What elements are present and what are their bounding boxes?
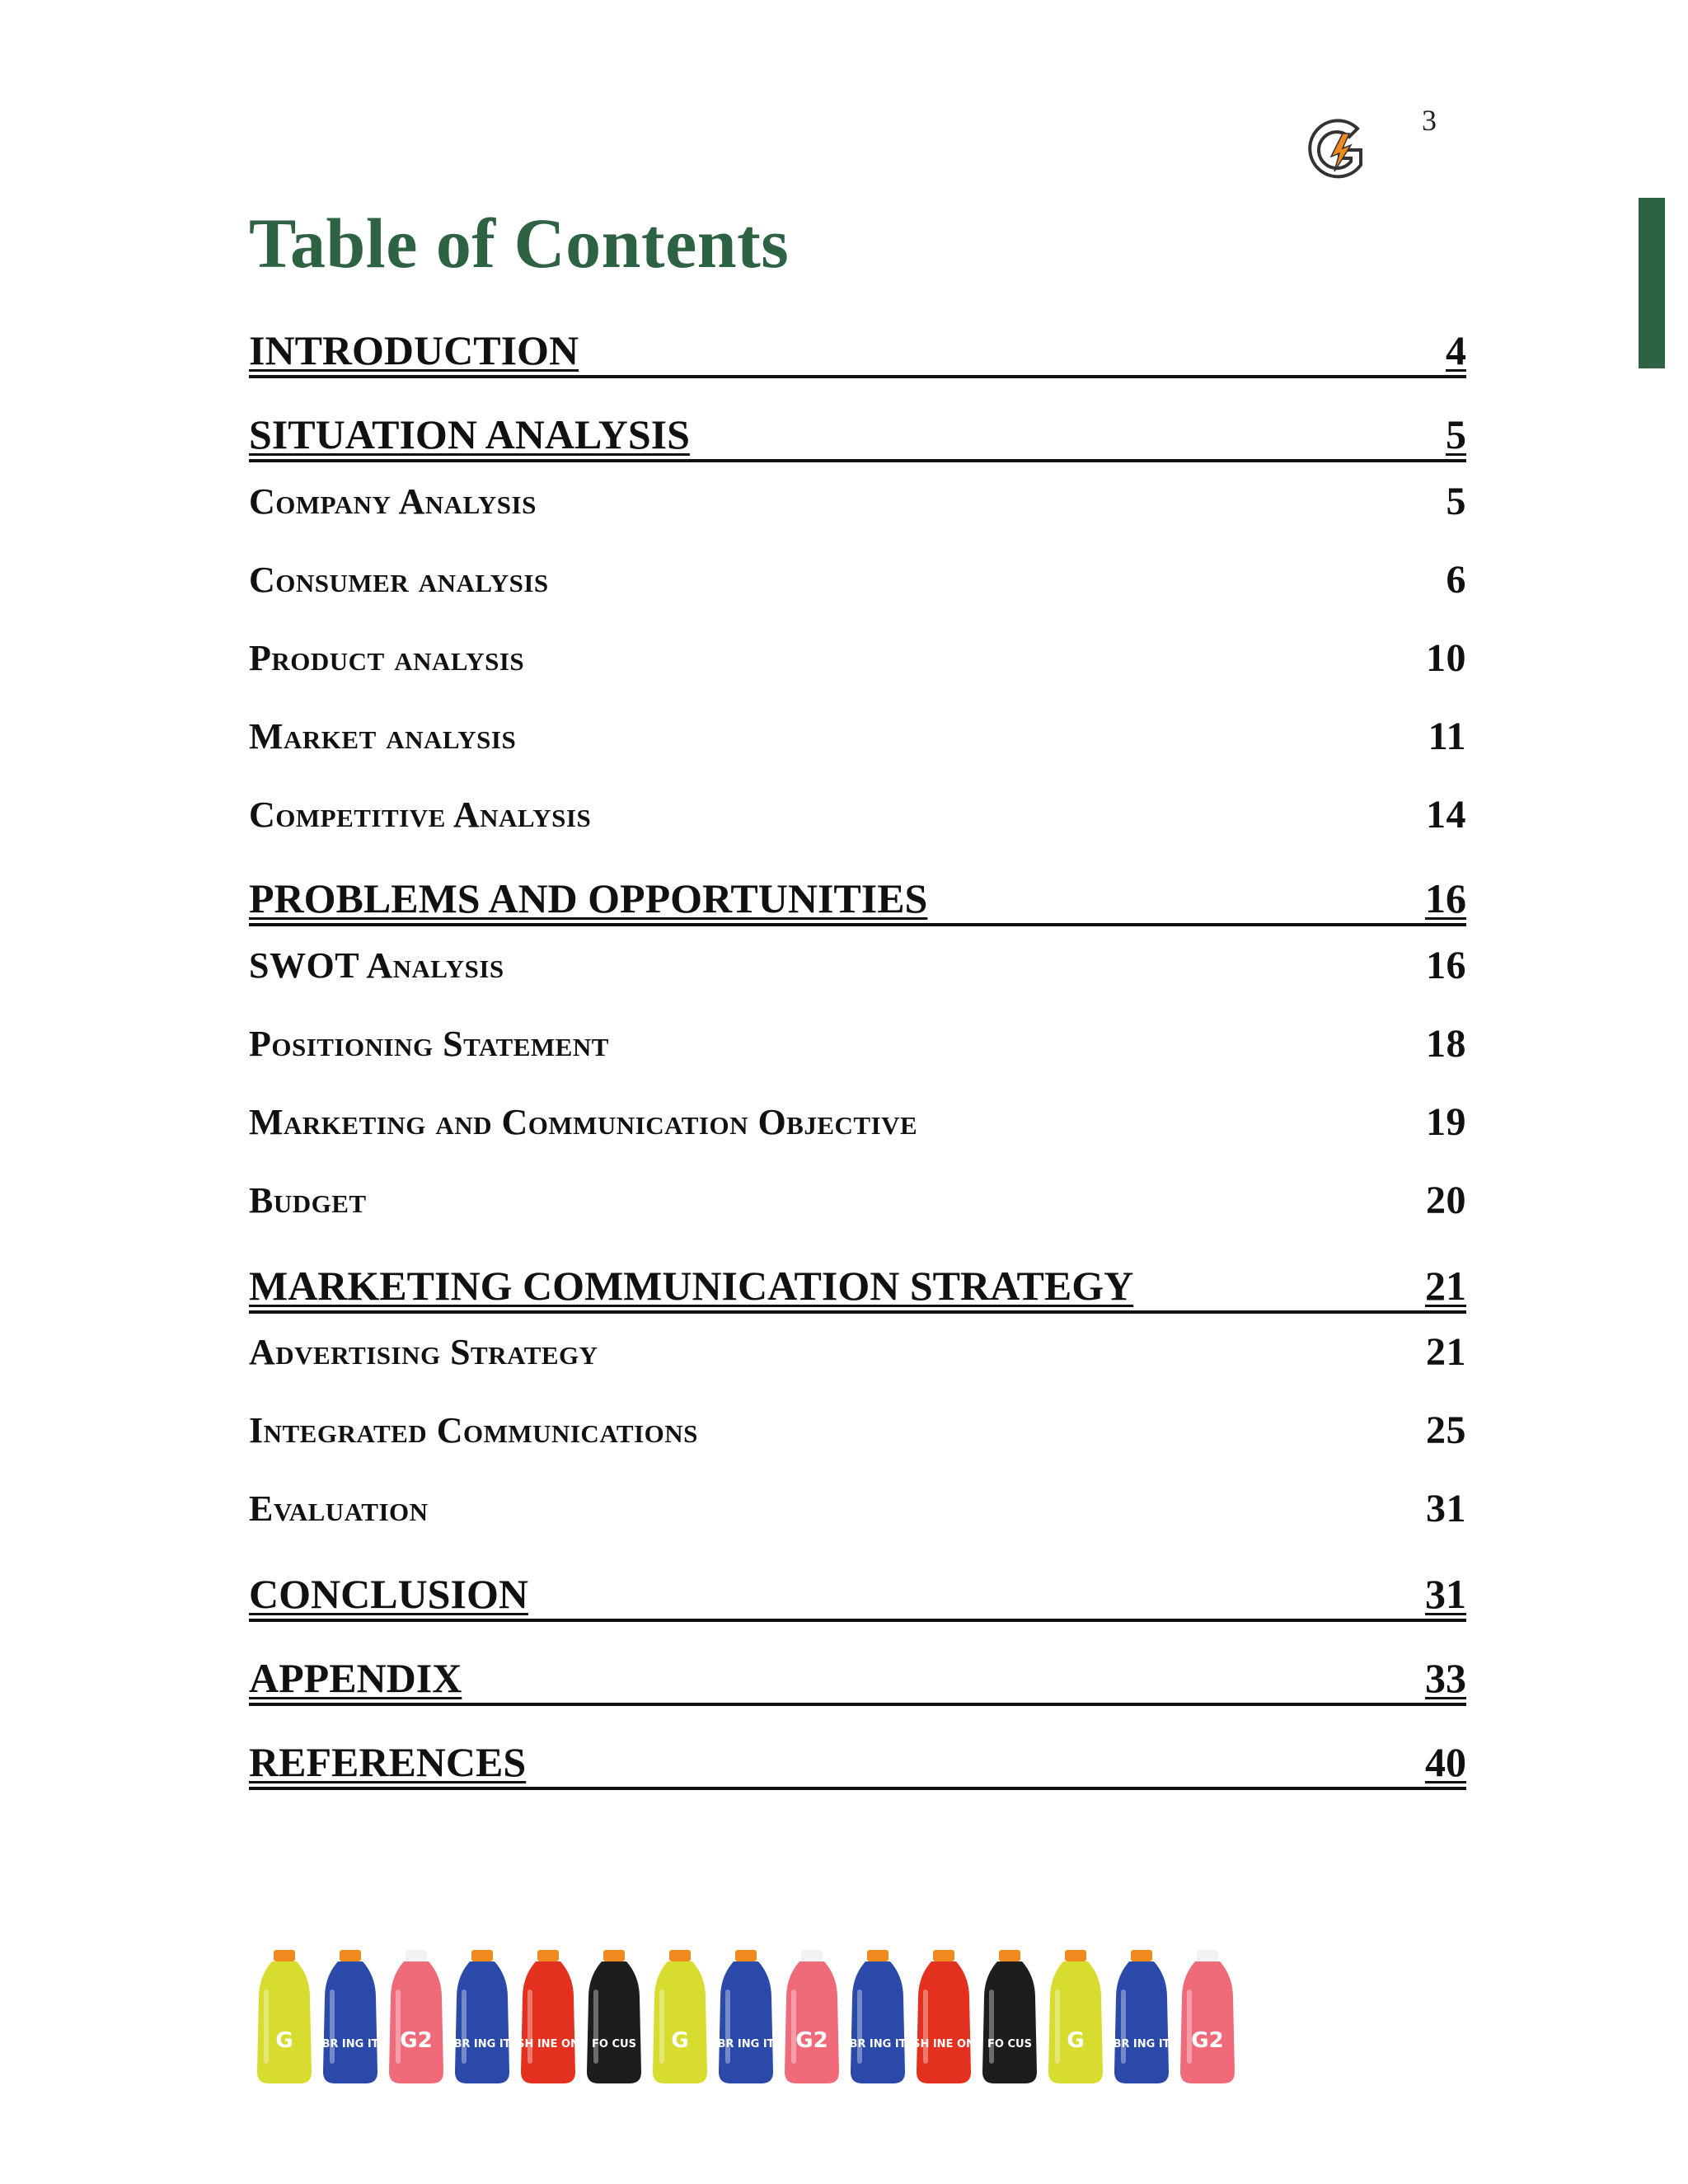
toc-entry-page: 16 <box>1425 875 1466 921</box>
toc-subsection-entry[interactable] <box>249 792 1466 838</box>
page-number: 3 <box>1422 104 1437 137</box>
gatorade-bottle <box>846 1948 910 2087</box>
gatorade-bottle <box>318 1948 382 2087</box>
toc-subsection-entry[interactable] <box>249 1178 1466 1224</box>
toc-entry-page: 21 <box>1426 1330 1466 1374</box>
toc-entry-label: Marketing and Communication Objective <box>249 1102 918 1142</box>
toc-subsection-entry[interactable] <box>249 1329 1466 1376</box>
toc-entry-label: SWOT Analysis <box>249 945 504 986</box>
bottle-label: SH INE ON <box>517 2038 579 2050</box>
toc-entry-label: Integrated Communications <box>249 1410 698 1451</box>
bottle-label: G2 <box>400 2028 433 2053</box>
toc-entry-label: Product analysis <box>249 638 525 678</box>
toc-section-entry[interactable] <box>249 1261 1466 1314</box>
toc-entry-label: Positioning Statement <box>249 1024 609 1064</box>
toc-entry-label: INTRODUCTION <box>249 327 579 373</box>
gatorade-bottle <box>252 1948 316 2087</box>
toc-section-entry[interactable] <box>249 410 1466 462</box>
gatorade-bottle <box>582 1948 646 2087</box>
bottle-label: BR ING IT <box>717 2038 775 2050</box>
bottle-label: G <box>275 2028 293 2053</box>
toc-entry-label: Company Analysis <box>249 481 537 522</box>
toc-subsection-entry[interactable] <box>249 1021 1466 1067</box>
toc-section-entry[interactable] <box>249 874 1466 926</box>
toc-entry-page: 33 <box>1425 1655 1466 1701</box>
toc-subsection-entry[interactable] <box>249 943 1466 989</box>
toc-entry-page: 31 <box>1425 1571 1466 1617</box>
toc-entry-label: SITUATION ANALYSIS <box>249 411 690 457</box>
bottle-label: G <box>1067 2028 1085 2053</box>
toc-entry-page: 5 <box>1446 480 1466 523</box>
toc-subsection-entry[interactable] <box>249 1486 1466 1532</box>
toc-entry-label: Competitive Analysis <box>249 794 592 835</box>
toc-entry-page: 16 <box>1426 944 1466 987</box>
toc-entry-label: Market analysis <box>249 716 517 757</box>
toc-subsection-entry[interactable] <box>249 1408 1466 1454</box>
toc-entry-page: 6 <box>1446 558 1466 602</box>
toc-entry-page: 18 <box>1426 1022 1466 1066</box>
toc-entry-label: CONCLUSION <box>249 1571 528 1617</box>
toc-entry-label: PROBLEMS AND OPPORTUNITIES <box>249 875 928 921</box>
toc-entry-page: 21 <box>1425 1263 1466 1309</box>
toc-entry-page: 4 <box>1446 327 1466 373</box>
gatorade-bottle <box>1043 1948 1108 2087</box>
toc-subsection-entry[interactable] <box>249 557 1466 603</box>
toc-entry-label: REFERENCES <box>249 1739 527 1785</box>
bottle-label: BR ING IT <box>321 2038 379 2050</box>
gatorade-bottle <box>1175 1948 1240 2087</box>
toc-subsection-entry[interactable] <box>249 479 1466 525</box>
bottle-label: BR ING IT <box>453 2038 511 2050</box>
bottle-label: G <box>671 2028 689 2053</box>
bottle-label: FO CUS <box>987 2038 1032 2050</box>
toc-entry-label: Advertising Strategy <box>249 1332 598 1372</box>
toc-entry-page: 11 <box>1428 715 1466 758</box>
toc-section-entry[interactable] <box>249 1737 1466 1790</box>
toc-subsection-entry[interactable] <box>249 1099 1466 1146</box>
page-title: Table of Contents <box>249 204 790 283</box>
toc-subsection-entry[interactable] <box>249 635 1466 682</box>
toc-entry-page: 5 <box>1446 411 1466 457</box>
gatorade-logo-icon <box>1306 114 1372 186</box>
toc-entry-label: MARKETING COMMUNICATION STRATEGY <box>249 1263 1134 1309</box>
bottle-label: BR ING IT <box>1113 2038 1170 2050</box>
toc-entry-page: 40 <box>1425 1739 1466 1785</box>
gatorade-bottle <box>450 1948 514 2087</box>
toc-entry-page: 14 <box>1426 793 1466 837</box>
gatorade-bottle <box>384 1948 448 2087</box>
toc-section-entry[interactable] <box>249 326 1466 378</box>
side-accent-bar <box>1639 198 1665 368</box>
bottle-label: SH INE ON <box>912 2038 975 2050</box>
toc-entry-page: 19 <box>1426 1100 1466 1144</box>
gatorade-bottle <box>714 1948 778 2087</box>
gatorade-bottle <box>648 1948 712 2087</box>
bottle-label: G2 <box>1191 2028 1224 2053</box>
bottle-label: BR ING IT <box>849 2038 907 2050</box>
toc-entry-label: Evaluation <box>249 1488 429 1529</box>
toc-entry-page: 10 <box>1426 636 1466 680</box>
toc-section-entry[interactable] <box>249 1569 1466 1622</box>
toc-subsection-entry[interactable] <box>249 714 1466 760</box>
toc-entry-page: 31 <box>1426 1487 1466 1530</box>
gatorade-bottle <box>780 1948 844 2087</box>
bottle-label: G2 <box>795 2028 828 2053</box>
gatorade-bottle <box>1109 1948 1174 2087</box>
bottle-label: FO CUS <box>592 2038 636 2050</box>
toc-entry-page: 25 <box>1426 1408 1466 1452</box>
toc-entry-label: Consumer analysis <box>249 560 549 600</box>
bottle-lineup-image <box>252 1948 1240 2087</box>
gatorade-bottle <box>978 1948 1042 2087</box>
toc-section-entry[interactable] <box>249 1653 1466 1706</box>
toc-entry-page: 20 <box>1426 1179 1466 1222</box>
toc-entry-label: APPENDIX <box>249 1655 462 1701</box>
gatorade-bottle <box>912 1948 976 2087</box>
toc-entry-label: Budget <box>249 1180 367 1221</box>
gatorade-bottle <box>516 1948 580 2087</box>
